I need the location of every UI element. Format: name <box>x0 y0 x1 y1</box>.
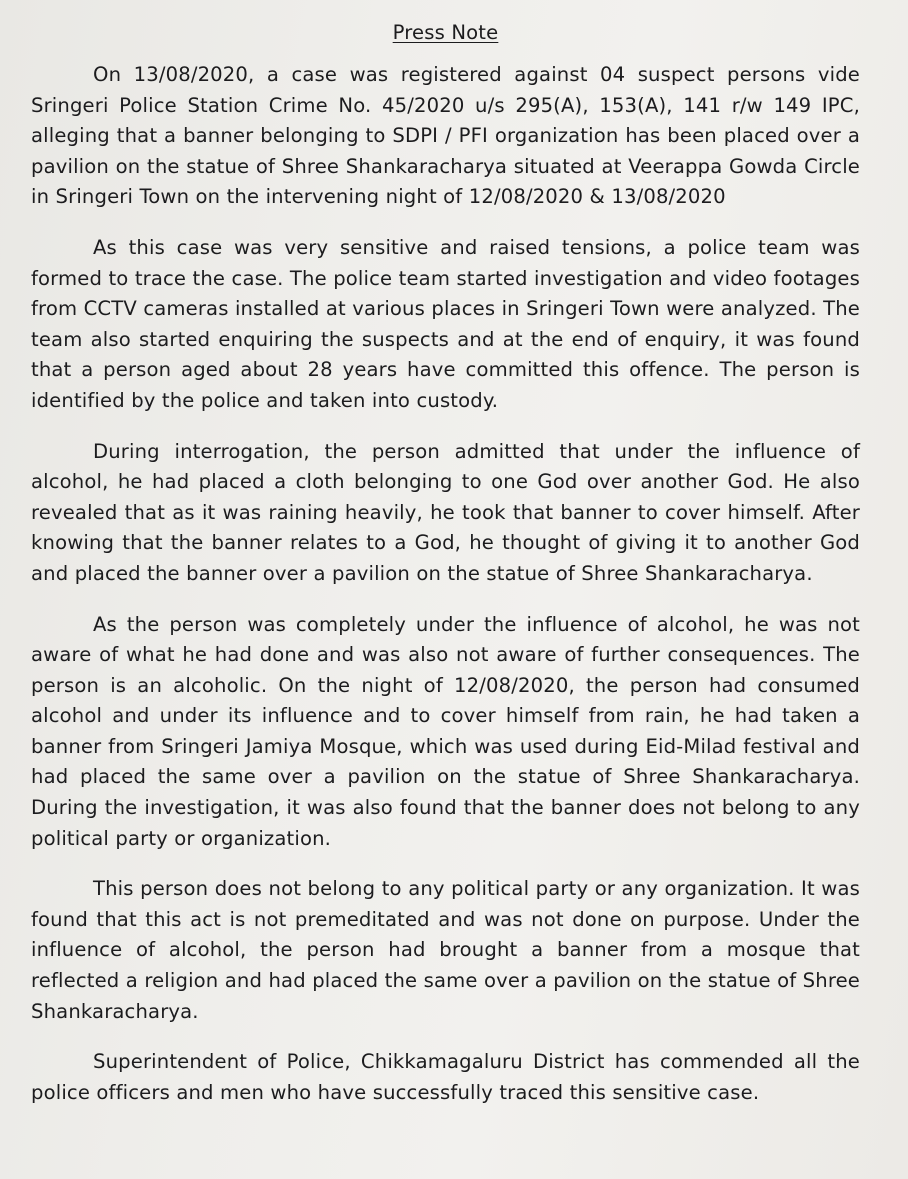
paragraph-interrogation: During interrogation, the person admitted that under the influence of alcohol, he had placed a cloth belonging to one God over another God. He also revealed that as it was raining heavily, he took that banner to cover himself. After knowing that the banner relates to a God, he thought of giving it to another God and placed the banner over a pavilion on the statue of Shree Shankaracharya. <box>31 439 860 585</box>
paragraph-alcohol-influence: As the person was completely under the influence of alcohol, he was not aware of what he had done and was also not aware of further consequences. The person is an alcoholic. On the night of 12/08/2020, the person had consumed alcohol and under its influence and to cover himself from rain, he had taken a banner from Sringeri Jamiya Mosque, which was used during Eid-Milad festival and had placed the same over a pavilion on the statue of Shree Shankaracharya. During the investigation, it was also found that the banner does not belong to any political party or organization. <box>31 612 860 850</box>
paragraph-commendation: Superintendent of Police, Chikkamagaluru District has commended all the police officers and men who have successfully traced this sensitive case. <box>31 1050 860 1104</box>
paragraph-case-registered: On 13/08/2020, a case was registered against 04 suspect persons vide Sringeri Police Station Crime No. 45/2020 u/s 295(A), 153(A), 141 r/w 149 IPC, alleging that a banner belonging to SDPI / PFI organization has been placed over a pavilion on the statue of Shree Shankaracharya situated at Veerappa Gowda Circle in Sringeri Town on the intervening night of 12/08/2020 & 13/08/2020 <box>31 63 860 209</box>
paragraph-investigation: As this case was very sensitive and raised tensions, a police team was formed to trace the case. The police team started investigation and video footages from CCTV cameras installed at various places in Sringeri Town were analyzed. The team also started enquiring the suspects and at the end of enquiry, it was found that a person aged about 28 years have committed this offence. The person is identified by the police and taken into custody. <box>31 235 860 412</box>
paragraph-not-political: This person does not belong to any political party or any organization. It was found that this act is not premeditated and was not done on purpose. Under the influence of alcohol, the person had brought a banner from a mosque that reflected a religion and had placed the same over a pavilion on the statue of Shree Shankaracharya. <box>31 877 860 1023</box>
document-title: Press Note <box>392 21 499 44</box>
